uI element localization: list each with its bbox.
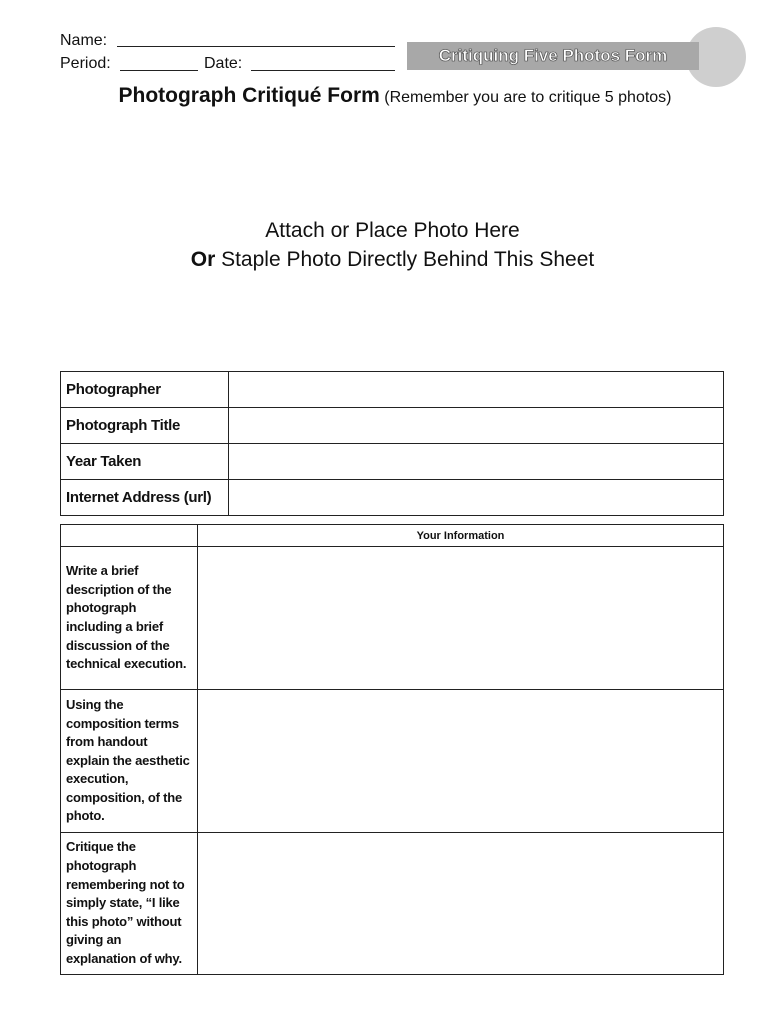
name-field[interactable] (117, 46, 395, 47)
photographer-label: Photographer (61, 372, 229, 408)
photo-instruction-line2 (0, 245, 770, 274)
url-field[interactable] (229, 480, 724, 516)
critique-prompt: Critique the photograph remembering not to simply state, “I like this photo” without giving an explanation of why. (61, 833, 198, 975)
description-answer-field[interactable] (198, 547, 724, 690)
table-row (61, 690, 724, 833)
period-label: Period: (60, 55, 111, 72)
form-title-note: (Remember you are to critique 5 photos) (384, 89, 672, 106)
table-header-row (61, 525, 724, 547)
table-row (61, 547, 724, 690)
composition-answer-field[interactable] (198, 690, 724, 833)
period-field[interactable] (120, 70, 198, 71)
name-label: Name: (60, 32, 108, 49)
photo-placeholder[interactable] (0, 216, 770, 274)
photo-title-label: Photograph Title (61, 408, 229, 444)
photo-instruction-rest: Staple Photo Directly Behind This Sheet (215, 248, 595, 271)
photo-instruction-or: Or (190, 248, 216, 271)
form-title-main: Photograph Critiqué Form (118, 84, 380, 107)
photo-instruction-line1: Attach or Place Photo Here (265, 219, 520, 242)
photo-title-field[interactable] (229, 408, 724, 444)
table-row (61, 444, 724, 480)
year-taken-label: Year Taken (61, 444, 229, 480)
date-label: Date: (204, 55, 243, 72)
table-row (61, 408, 724, 444)
critique-table (60, 524, 724, 975)
composition-prompt: Using the composition terms from handout explain the aesthetic execution, composition, of the photo. (61, 690, 198, 833)
page-title (0, 84, 770, 108)
table-row (61, 480, 724, 516)
photographer-field[interactable] (229, 372, 724, 408)
critique-answer-field[interactable] (198, 833, 724, 975)
header-blank-cell (61, 525, 198, 547)
table-row (61, 833, 724, 975)
date-field[interactable] (251, 70, 395, 71)
photo-info-table (60, 371, 724, 516)
your-information-header: Your Information (198, 525, 724, 547)
year-taken-field[interactable] (229, 444, 724, 480)
banner-title: Critiquing Five Photos Form (438, 46, 668, 65)
table-row (61, 372, 724, 408)
description-prompt: Write a brief description of the photograph including a brief discussion of the technical execution. (61, 547, 198, 690)
url-label: Internet Address (url) (61, 480, 229, 516)
